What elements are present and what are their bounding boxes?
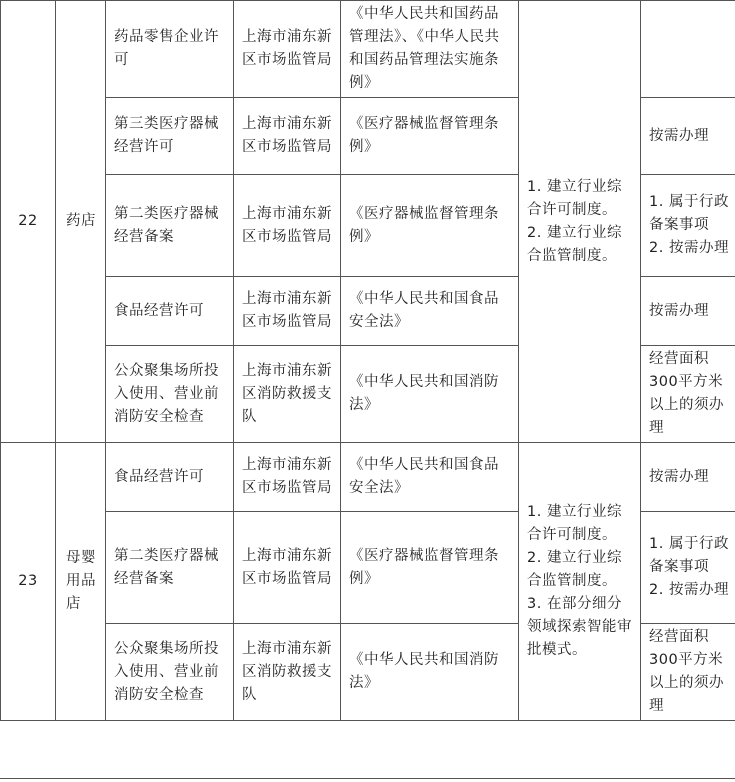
department: 上海市浦东新区消防救援支队 [234, 346, 341, 443]
legal-basis: 《中华人民共和国食品安全法》 [341, 443, 519, 512]
note: 经营面积300平方米以上的须办理 [641, 346, 735, 443]
table-row [1, 443, 735, 512]
table-bottom-edge [0, 778, 735, 782]
row-number: 22 [1, 1, 56, 443]
legal-basis: 《医疗器械监督管理条例》 [341, 98, 519, 175]
department: 上海市浦东新区市场监管局 [234, 512, 341, 624]
department: 上海市浦东新区市场监管局 [234, 443, 341, 512]
note: 按需办理 [641, 98, 735, 175]
permit-name: 公众聚集场所投入使用、营业前消防安全检查 [106, 624, 234, 721]
legal-basis: 《中华人民共和国食品安全法》 [341, 277, 519, 346]
legal-basis: 《中华人民共和国消防法》 [341, 624, 519, 721]
reform-measure: 1. 建立行业综合许可制度。 2. 建立行业综合监管制度。 [519, 1, 641, 443]
department: 上海市浦东新区市场监管局 [234, 277, 341, 346]
note: 按需办理 [641, 277, 735, 346]
legal-basis: 《医疗器械监督管理条例》 [341, 512, 519, 624]
note: 按需办理 [641, 443, 735, 512]
permit-name: 公众聚集场所投入使用、营业前消防安全检查 [106, 346, 234, 443]
permit-name: 药品零售企业许可 [106, 1, 234, 98]
note [641, 1, 735, 98]
permit-name: 第二类医疗器械经营备案 [106, 512, 234, 624]
row-number: 23 [1, 443, 56, 721]
department: 上海市浦东新区市场监管局 [234, 1, 341, 98]
department: 上海市浦东新区市场监管局 [234, 98, 341, 175]
permit-name: 第二类医疗器械经营备案 [106, 175, 234, 277]
note: 经营面积300平方米以上的须办理 [641, 624, 735, 721]
permit-name: 食品经营许可 [106, 443, 234, 512]
legal-basis: 《中华人民共和国消防法》 [341, 346, 519, 443]
store-type: 药店 [56, 1, 106, 443]
table-row [1, 1, 735, 98]
reform-measure: 1. 建立行业综合许可制度。 2. 建立行业综合监管制度。 3. 在部分细分领域探索智能审批模式。 [519, 443, 641, 721]
store-type: 母婴用品店 [56, 443, 106, 721]
permit-name: 第三类医疗器械经营许可 [106, 98, 234, 175]
permit-name: 食品经营许可 [106, 277, 234, 346]
legal-basis: 《中华人民共和国药品管理法》、《中华人民共和国药品管理法实施条例》 [341, 1, 519, 98]
note: 1. 属于行政备案事项 2. 按需办理 [641, 175, 735, 277]
department: 上海市浦东新区消防救援支队 [234, 624, 341, 721]
legal-basis: 《医疗器械监督管理条例》 [341, 175, 519, 277]
department: 上海市浦东新区市场监管局 [234, 175, 341, 277]
note: 1. 属于行政备案事项 2. 按需办理 [641, 512, 735, 624]
